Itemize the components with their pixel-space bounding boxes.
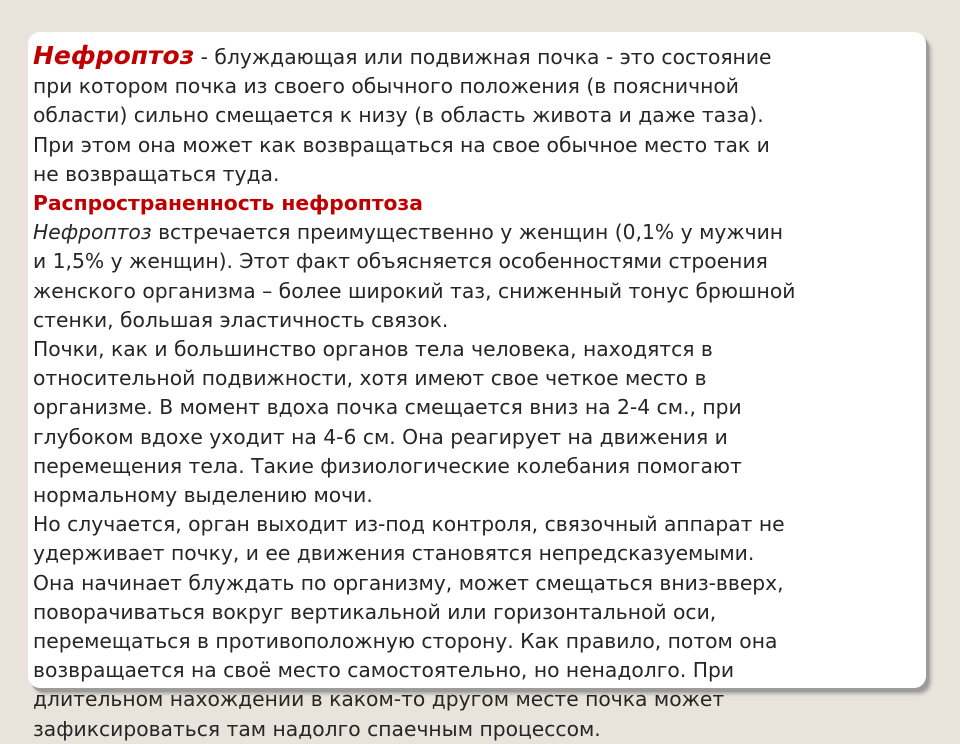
intro-line-2: при котором почка из своего обычного положения (в поясничной bbox=[33, 74, 739, 99]
prevalence-text: встречается преимущественно у женщин (0,1% у мужчин bbox=[151, 220, 784, 245]
prevalence-line-4: стенки, большая эластичность связок. bbox=[33, 307, 449, 332]
intro-line-5: не возвращаться туда. bbox=[33, 161, 280, 186]
pathology-line-1: Но случается, орган выходит из-под контроля, связочный аппарат не bbox=[33, 512, 785, 537]
mobility-line-1: Почки, как и большинство органов тела человека, находятся в bbox=[33, 337, 713, 362]
pathology-line-6: возвращается на своё место самостоятельно, но ненадолго. При bbox=[33, 658, 735, 683]
prevalence-line-3: женского организма – более широкий таз, сниженный тонус брюшной bbox=[33, 278, 796, 303]
section-heading: Распространенность нефроптоза bbox=[33, 191, 423, 216]
intro-line-3: области) сильно смещается к низу (в область живота и даже таза). bbox=[33, 103, 764, 128]
pathology-line-2: удерживает почку, и ее движения становятся непредсказуемыми. bbox=[33, 541, 755, 566]
pathology-line-3: Она начинает блуждать по организму, может смещаться вниз-вверх, bbox=[33, 570, 784, 595]
intro-line-4: При этом она может как возвращаться на свое обычное место так и bbox=[33, 132, 770, 157]
prevalence-line-1 bbox=[33, 218, 928, 247]
mobility-line-2: относительной подвижности, хотя имеют свое четкое место в bbox=[33, 366, 707, 391]
pathology-line-4: поворачиваться вокруг вертикальной или горизонтальной оси, bbox=[33, 599, 717, 624]
pathology-line-7: длительном нахождении в каком-то другом месте почка может bbox=[33, 687, 725, 712]
intro-line-1 bbox=[33, 41, 928, 72]
mobility-line-5: перемещения тела. Такие физиологические колебания помогают bbox=[33, 453, 742, 478]
pathology-line-8: зафиксироваться там надолго спаечным процессом. bbox=[33, 716, 601, 741]
intro-text: - блуждающая или подвижная почка - это состояние bbox=[194, 45, 772, 69]
mobility-line-4: глубоком вдохе уходит на 4-6 см. Она реагирует на движения и bbox=[33, 424, 728, 449]
term-nephroptosis: Нефроптоз bbox=[33, 41, 195, 70]
prevalence-line-2: и 1,5% у женщин). Этот факт объясняется особенностями строения bbox=[33, 249, 768, 274]
mobility-line-6: нормальному выделению мочи. bbox=[33, 483, 373, 508]
pathology-line-5: перемещаться в противоположную сторону. Как правило, потом она bbox=[33, 629, 778, 654]
mobility-line-3: организме. В момент вдоха почка смещается вниз на 2-4 см., при bbox=[33, 395, 742, 420]
slide-text bbox=[33, 41, 928, 741]
term-nephroptosis-inline: Нефроптоз bbox=[33, 220, 152, 245]
